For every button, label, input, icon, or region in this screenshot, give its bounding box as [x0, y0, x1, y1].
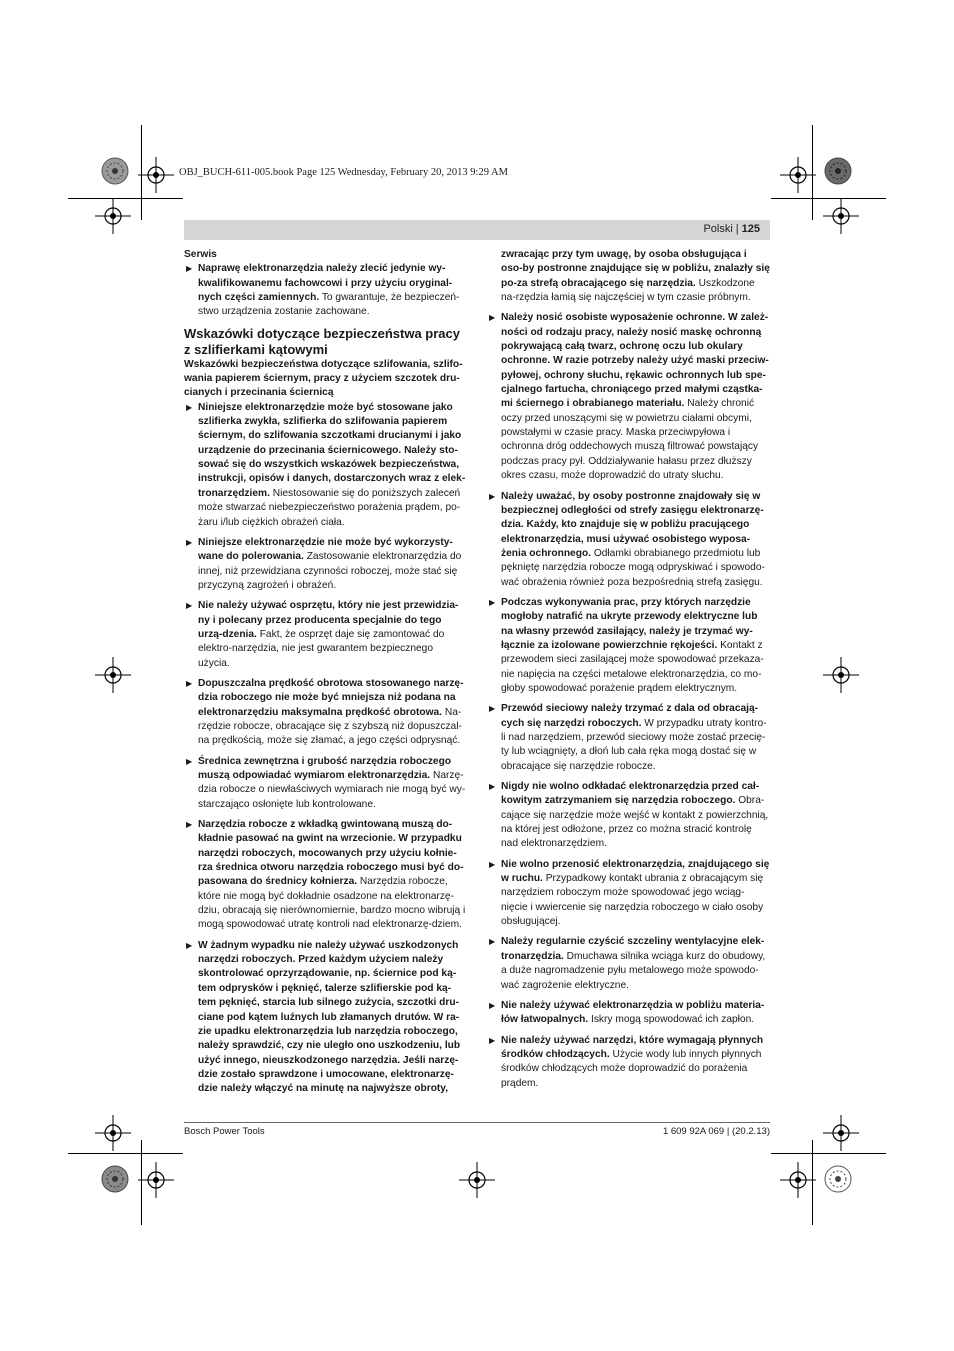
triangle-right-icon: ▶	[186, 264, 193, 274]
triangle-right-icon: ▶	[186, 537, 193, 547]
list-item	[184, 677, 466, 749]
triangle-right-icon: ▶	[186, 820, 193, 830]
item-text: Dmuchawa silnika wciąga kurz do obudowy, a duże nagromadzenie pyłu metalowego może spowodo-wać zagrożenie elektryczne.	[501, 950, 766, 991]
list-item	[184, 262, 466, 319]
item-bold-text: Niniejsze elektronarzędzie może być stosowane jako szlifierka zwykła, szlifierka do szlifowania papierem ściernym, do szlifowania szczotkami drucianymi i jako urządzenie do przecinania ściernicowego. Należy sto-sować się do wszystkich wskazówek bezpieczeństwa, instrukcji, opisów i danych, dostarczonych wraz z elek-tronarzędziem.	[198, 401, 466, 499]
item-bold-text: Średnica zewnętrzna i grubość narzędzia roboczego muszą odpowiadać wymiarom elektronarzędzia.	[198, 755, 452, 781]
list-item-continuation	[487, 248, 770, 305]
list-item	[487, 311, 770, 483]
item-text: To gwarantuje, że bezpieczeń-stwo urządzenia zostanie zachowane.	[198, 292, 460, 318]
item-bold-text: zwracając przy tym uwagę, by osoba obsługująca i oso-by postronne znajdujące się w pobliżu, znalazły się po-za strefą obracającego się narzędzia.	[501, 249, 770, 289]
triangle-right-icon: ▶	[186, 402, 193, 412]
triangle-right-icon: ▶	[489, 704, 496, 714]
crop-line	[771, 198, 886, 199]
triangle-right-icon: ▶	[489, 859, 496, 869]
list-item	[184, 401, 466, 530]
item-bold-text: Podczas wykonywania prac, przy których narzędzie mogłoby natrafić na ukryte przewody elektryczne lub na własny przewód zasilający, należy je trzymać wy-łącznie za izolowane powierzchnie rękojeści.	[501, 596, 758, 651]
section-title: Wskazówki dotyczące bezpieczeństwa pracy z szlifierkami kątowymi	[184, 325, 460, 357]
item-text: Obra-cające się narzędzie może wejść w kontakt z powierzchnią, na której jest odłożone, przez co można stracić kontrolę nad elektronarzędziem.	[501, 795, 769, 850]
color-target-icon	[101, 1165, 129, 1193]
registration-mark-icon	[93, 1113, 133, 1153]
list-item	[487, 780, 770, 852]
footer-brand: Bosch Power Tools	[184, 1126, 265, 1137]
triangle-right-icon: ▶	[186, 940, 193, 950]
triangle-right-icon: ▶	[489, 1035, 496, 1045]
list-item	[487, 490, 770, 590]
item-text: Uszkodzone na-rzędzia łamią się najczęściej w tym czasie próbnym.	[501, 277, 755, 304]
triangle-right-icon: ▶	[489, 313, 496, 323]
item-text: W przypadku utraty kontro-li nad narzędziem, przewód sieciowy może zostać przecię-ty lub wciągnięty, a dłoń lub cała ręka mogą dostać się w obracające się narzędzie robocze.	[501, 717, 767, 772]
item-bold-text: Nie należy używać osprzętu, który nie jest przewidzia-ny i polecany przez producenta specjalnie do tego urzą-dzenia.	[198, 600, 459, 640]
item-bold-text: Należy uważać, by osoby postronne znajdowały się w bezpiecznej odległości od strefy zasięgu elektronarzę-dzia. Każdy, kto znajduje się w pobliżu pracującego elektronarzędzia, musi używać osobistego wyposa-żenia ochronnego.	[501, 490, 764, 559]
list-item	[184, 599, 466, 671]
registration-mark-icon	[821, 1113, 861, 1153]
crop-line	[812, 125, 813, 220]
registration-mark-icon	[136, 155, 176, 195]
item-bold-text: Dopuszczalna prędkość obrotowa stosowanego narzę-dzia roboczego nie może być mniejsza niż podana na elektronarzędziu maksymalna prędkość obrotowa.	[198, 677, 464, 718]
item-bold-text: Nigdy nie wolno odkładać elektronarzędzia przed cał-kowitym zatrzymaniem się narzędzia roboczego.	[501, 781, 760, 807]
triangle-right-icon: ▶	[186, 678, 193, 688]
item-bold-text: Narzędzia robocze z wkładką gwintowaną muszą do-kładnie pasować na gwint na wrzecionie. W przypadku narzędzi roboczych, mocowanych przy użyciu kołnie-rza średnica otworu narzędzia roboczego musi być do-pasowana do średnicy kołnierza.	[198, 819, 464, 888]
footer-doc-number: 1 609 92A 069 | (20.2.13)	[662, 1126, 770, 1137]
triangle-right-icon: ▶	[489, 937, 496, 947]
item-text: Fakt, że osprzęt daje się zamontować do elektro-narzędzia, nie jest gwarantem bezpiecznego użycia.	[198, 628, 445, 669]
item-bold-text: Należy nosić osobiste wyposażenie ochronne. W zależ-ności od rodzaju pracy, należy nosić maskę ochronną pokrywającą całą twarz, ochronę oczu lub okulary ochronne. W razie potrzeby należy użyć maski przeciw-pyłowej, ochrony słuchu, rękawic ochronnych lub spe-cjalnego fartucha, chroniącego przed małymi cząstka-mi ściernego i obrabianego materiału.	[501, 312, 769, 410]
triangle-right-icon: ▶	[186, 756, 193, 766]
registration-mark-icon	[93, 655, 133, 695]
list-item	[487, 702, 770, 774]
color-target-icon	[824, 1165, 852, 1193]
item-bold-text: Nie należy używać narzędzi, które wymagają płynnych środków chłodzących.	[501, 1034, 764, 1060]
item-bold-text: Nie wolno przenosić elektronarzędzia, znajdującego się w ruchu.	[501, 858, 770, 885]
registration-mark-icon	[821, 196, 861, 236]
right-column	[487, 248, 770, 1097]
registration-mark-icon	[93, 196, 133, 236]
list-item	[487, 858, 770, 930]
item-text: Narzę-dzia robocze o niewłaściwych wymiarach nie mogą być wy-starczająco osłonięte lub kontrolowane.	[198, 770, 466, 810]
list-item	[487, 1034, 770, 1091]
language-label: Polski	[703, 223, 733, 235]
book-info-line: OBJ_BUCH-611-005.book Page 125 Wednesday, February 20, 2013 9:29 AM	[179, 167, 508, 178]
registration-mark-icon	[821, 655, 861, 695]
triangle-right-icon: ▶	[489, 597, 496, 607]
list-item	[487, 935, 770, 992]
service-heading: Serwis	[184, 249, 217, 260]
color-target-icon	[824, 157, 852, 185]
item-text: Przypadkowy kontakt ubrania z obracającym się narzędziem roboczym może spowodować jego wciąg-nięcie i wwiercenie się narzędzia roboczego w ciało osoby obsługującej.	[501, 873, 764, 928]
registration-mark-icon	[457, 1160, 497, 1200]
crop-line	[68, 198, 183, 199]
list-item	[184, 818, 466, 933]
crop-line	[771, 1153, 886, 1154]
triangle-right-icon: ▶	[489, 782, 496, 792]
item-text: Iskry mogą spowodować ich zapłon.	[588, 1014, 755, 1026]
color-target-icon	[101, 157, 129, 185]
list-item	[184, 536, 466, 593]
item-text: Kontakt z przewodem sieci zasilającej może spowodować przekaza-nie napięcia na części metalowe elektronarzędzia, co mo-głoby spowodować porażenie prądem elektrycznym.	[501, 639, 764, 694]
item-bold-text: Przewód sieciowy należy trzymać z dala od obracają-cych się narzędzi roboczych.	[501, 703, 759, 729]
page-header-label	[703, 223, 760, 235]
item-text: Odłamki obrabianego przedmiotu lub pękniętę narzędzia robocze mogą odpryskiwać i spowodo-wać obrażenia również poza bezpośrednią strefą zasięgu.	[501, 547, 765, 588]
page-header-bar	[184, 220, 770, 240]
item-bold-text: W żadnym wypadku nie należy używać uszkodzonych narzędzi roboczych. Przed każdym użyciem należy skontrolować oprzyrządowanie, np. ściernice pod ką-tem odprysków i pęknięć, talerze szlifierskie pod ką-tem pęknięć, starcia lub silnego zużycia, szczotki dru-ciane pod kątem luźnych lub złamanych drutów. W ra-zie upadku elektronarzędzia lub narzędzia roboczego, należy sprawdzić, czy nie uległo ono uszkodzeniu, lub użyć innego, nieuszkodzonego narzędzia. Jeśli narzę-dzie zostało sprawdzone i umocowane, elektronarzę-dzie należy włączyć na minutę na najwyższe obroty,	[198, 939, 461, 1095]
item-text: Należy chronić oczy przed unoszącymi się w powietrzu ciałami obcymi, powstałymi w czasie pracy. Maska przeciwpyłowa i ochronna dróg oddechowych muszą filtrować powstający podczas pracy pył. Oddziaływanie hałasu przez dłuższy okres czasu, może doprowadzić do utraty słuchu.	[501, 398, 759, 482]
crop-line	[68, 1153, 183, 1154]
triangle-right-icon: ▶	[489, 491, 496, 501]
registration-mark-icon	[136, 1160, 176, 1200]
section-intro: Wskazówki bezpieczeństwa dotyczące szlifowania, szlifo-wania papierem ściernym, pracy z użyciem szczotek dru-cianych i przecinania ściernicą	[184, 358, 463, 399]
footer-rule	[184, 1122, 770, 1123]
triangle-right-icon: ▶	[489, 1000, 496, 1010]
item-text: Zastosowanie elektronarzędzia do innej, niż przewidziana czynności roboczej, może stać się przyczyną zagrożeń i obrażeń.	[198, 551, 462, 591]
triangle-right-icon: ▶	[186, 601, 193, 611]
list-item	[184, 755, 466, 812]
left-column	[184, 248, 466, 1103]
item-text: Narzędzia robocze, które nie mogą być dokładnie osadzone na elektronarzę-dziu, obracają się nierównomiernie, bardzo mocno wibrują i mogą spowodować utratę kontroli nad elektronarzę-dziem.	[198, 876, 466, 931]
list-item	[184, 939, 466, 1097]
list-item	[487, 999, 770, 1028]
item-text: Niestosowanie się do poniższych zaleceń może stwarzać niebezpieczeństwo porażenia prądem, po-żaru i/lub ciężkich obrażeń ciała.	[198, 487, 461, 528]
list-item	[487, 596, 770, 696]
item-bold-text: Należy regularnie czyścić szczeliny wentylacyjne elek-tronarzędzia.	[501, 936, 765, 962]
page-number: 125	[741, 223, 760, 235]
item-text: Użycie wody lub innych płynnych środków chłodzących może doprowadzić do porażenia prądem.	[501, 1048, 762, 1089]
item-bold-text: Nie należy używać elektronarzędzia w pobliżu materia-łów łatwopalnych.	[501, 999, 765, 1026]
crop-line	[141, 125, 142, 220]
header-separator: |	[735, 223, 739, 235]
item-bold-text: Naprawę elektronarzędzia należy zlecić jedynie wy-kwalifikowanemu fachowcowi i przy użyciu oryginal-nych części zamiennych.	[198, 263, 453, 304]
item-bold-text: Niniejsze elektronarzędzie nie może być wykorzysty-wane do polerowania.	[198, 536, 453, 563]
item-text: Na-rzędzie robocze, obracające się z szybszą niż dopuszczal-na prędkością, może się złamać, a jego części odprysnąć.	[198, 706, 462, 747]
